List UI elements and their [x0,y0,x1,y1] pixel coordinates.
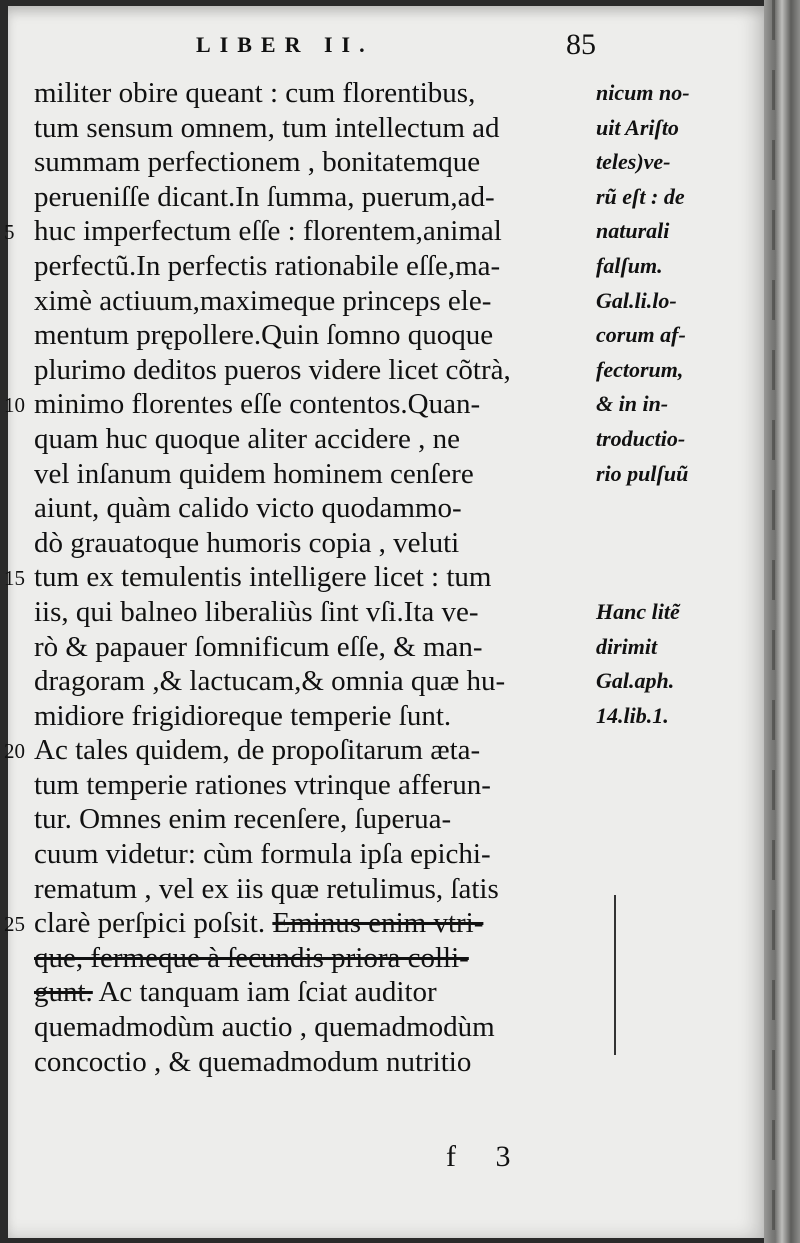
text-line: rò & papauer ſomnificum eſſe, & man- [34,630,483,663]
text-line: perueniſſe dicant.In ſumma, puerum,ad- [34,180,495,213]
manuscript-bracket-mark [604,895,616,1055]
note-line: Gal.li.lo- [596,287,677,313]
line-number: 15 [4,566,25,591]
text-line: tum sensum omnem, tum intellectum ad [34,111,500,144]
page-header [0,28,766,68]
text-line: tum ex temulentis intelligere licet : tum [34,561,492,594]
text-line: plurimo deditos pueros videre licet cõtrà, [34,353,511,386]
text-line: minimo florentes eſſe contentos.Quan- [34,388,481,421]
text-line: midiore frigidioreque temperie ſunt. [34,699,452,732]
text-line: dò grauatoque humoris copia , veluti [34,526,460,559]
note-line: teles)ve- [596,149,671,175]
text-line: rematum , vel ex iis quæ retulimus, ſatis [34,872,499,905]
running-head: LIBER II. [196,32,374,57]
text-line-with-strikethrough [34,975,594,1010]
line-number: 20 [4,739,25,764]
note-line: 14.lib.1. [596,702,669,728]
text-line: aiunt, quàm calido victo quodammo- [34,492,462,525]
text-line: quam huc quoque aliter accidere , ne [34,422,460,455]
note-line: uit Ariſto [596,114,679,140]
note-line: Gal.aph. [596,668,675,694]
text-line: summam perfectionem , bonitatemque [34,146,481,179]
text-line: ximè actiuum,maximeque princeps ele- [34,284,492,317]
note-spacer [596,491,736,595]
note-line: fectorum, [596,356,684,382]
line-number: 25 [4,912,25,937]
note-line: Hanc litẽ [596,598,680,624]
line-number: 10 [4,393,25,418]
text-segment: Ac tanquam iam ſciat auditor [92,976,437,1009]
note-line: nicum no- [596,80,690,105]
text-line: Ac tales quidem, de propoſitarum æta- [34,734,481,767]
book-gutter-edge [764,0,800,1243]
text-line: perfectũ.In perfectis rationabile eſſe,ma- [34,249,501,282]
struck-text: que, fermeque à ſecundis priora colli- [34,941,469,974]
text-line: huc imperfectum eſſe : florentem,animal [34,215,502,248]
margin-note-galen [596,595,736,733]
note-line: & in in- [596,391,669,417]
note-line: naturali [596,218,670,244]
note-line: corum af- [596,322,686,348]
line-number: 5 [4,220,15,245]
text-line: cuum videtur: cùm formula ipſa epichi- [34,838,491,871]
signature-mark: f 3 [446,1140,527,1173]
struck-text-line [34,941,594,976]
main-text-block [34,76,594,1079]
note-line: troductio- [596,425,686,451]
struck-text: gunt. [34,976,93,1009]
note-line: dirimit [596,633,658,659]
text-line: tur. Omnes enim recenſere, ſuperua- [34,803,452,836]
text-line: vel inſanum quidem hominem cenſere [34,457,474,490]
text-line: dragoram ,& lactucam,& omnia quæ hu- [34,665,506,698]
text-line-with-strikethrough [34,906,594,941]
margin-notes [596,76,736,733]
text-line: iis, qui balneo liberaliùs ſint vſi.Ita ve- [34,595,479,628]
text-line: militer obire queant : cum florentibus, [34,77,476,109]
page-number: 85 [566,28,596,61]
note-line: rio pulſuũ [596,460,689,486]
text-line: quemadmodùm auctio , quemadmodùm [34,1011,495,1044]
margin-note-aristotle [596,76,736,491]
note-line: falſum. [596,252,663,278]
text-line: mentum prępollere.Quin ſomno quoque [34,319,494,352]
struck-text: Eminus enim vtri- [272,907,484,940]
note-line: rũ eſt : de [596,183,685,209]
text-line: concoctio , & quemadmodum nutritio [34,1045,472,1078]
text-segment: clarè perſpici poſsit. [34,907,266,940]
text-line: tum temperie rationes vtrinque afferun- [34,768,491,801]
